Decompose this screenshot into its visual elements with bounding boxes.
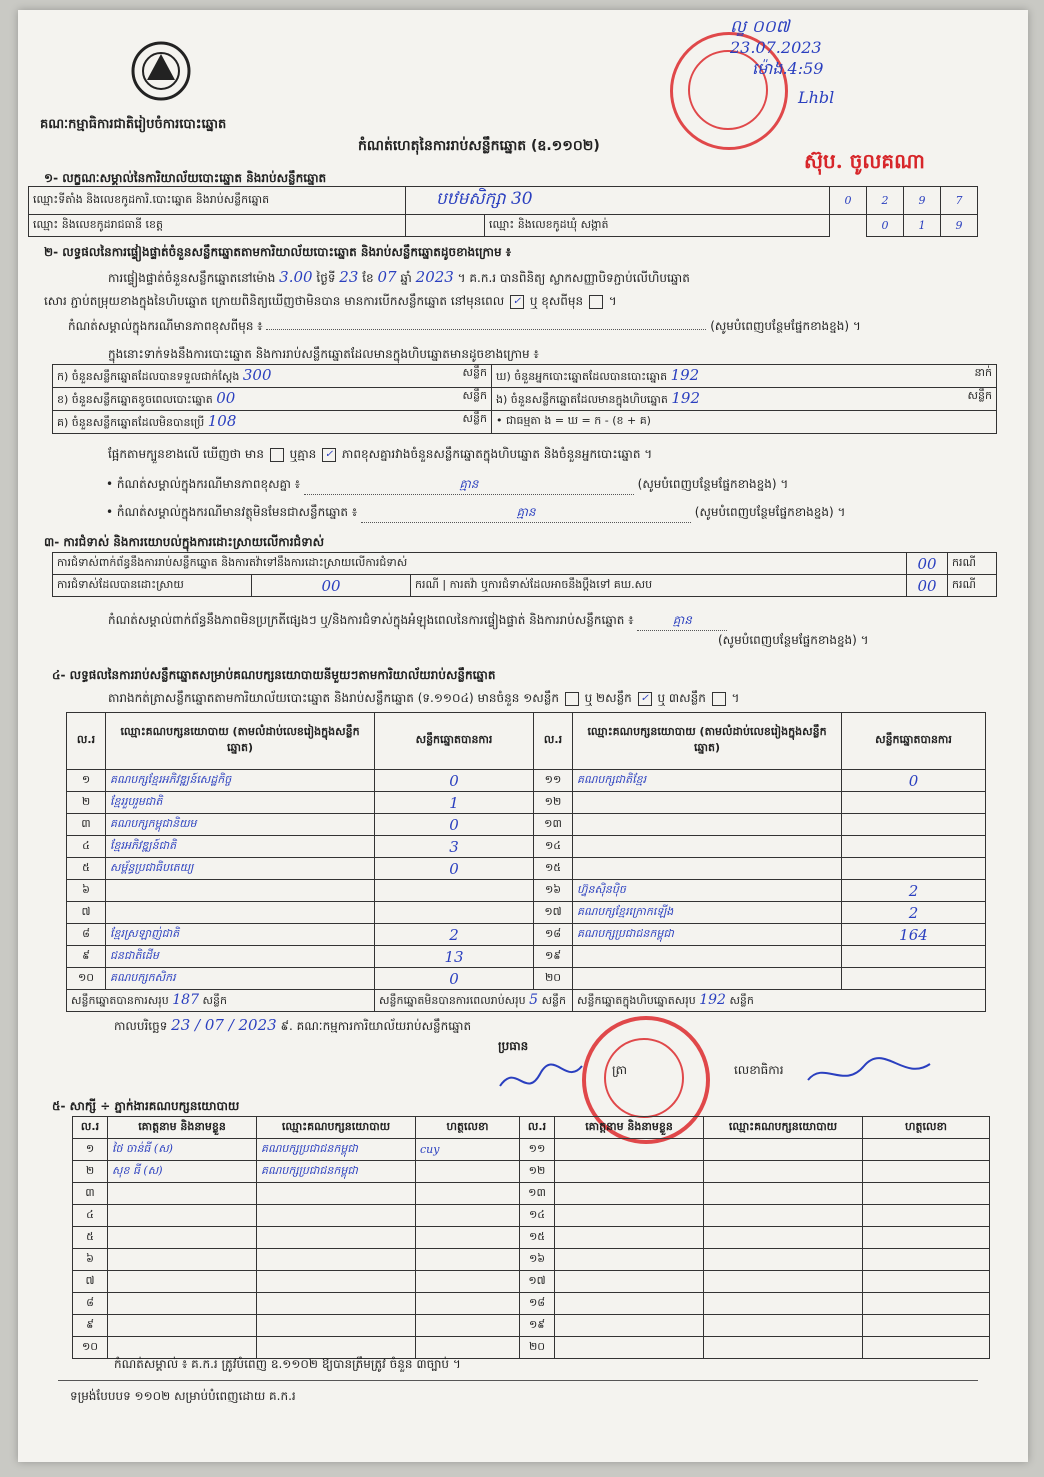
resolved-label: ការជំទាស់ដែលបានដោះស្រាយ xyxy=(53,575,252,597)
party-name: គណបក្សជាតិខ្មែរ xyxy=(573,770,842,792)
row-number: ១០ xyxy=(73,1337,108,1359)
station-label: ឈ្មោះទីតាំង និងលេខកូដការិ.បោះឆ្នោត និងរាប់សន្លឹកឆ្នោត xyxy=(29,187,406,215)
section-2-intro: ក្នុងនោះទាក់ទងនឹងការបោះឆ្នោត និងការរាប់សន្លឹកឆ្នោតដែលមានក្នុងហិបឆ្នោតមានដូចខាងក្រោម ៖ xyxy=(108,347,539,361)
count-formula: • ជាធម្មតា ង = ឃ = ក - (ខ + គ) xyxy=(492,411,997,434)
col-witness-name: គោត្តនាម និងនាមខ្លួន xyxy=(555,1117,704,1139)
row-number: ១៩ xyxy=(520,1315,555,1337)
row-number: ១៥ xyxy=(534,858,573,880)
witness-row xyxy=(73,1315,990,1337)
witness-name xyxy=(108,1227,257,1249)
witness-row xyxy=(73,1183,990,1205)
row-number: ២០ xyxy=(520,1337,555,1359)
discrepancy-line: ផ្អែកតាមក្បួនខាងលើ ឃើញថា មាន ឬគ្មាន ✓ ភាពខុសគ្នារវាងចំនួនសន្លឹកឆ្នោតក្នុងហិបឆ្នោត និងចំនួនអ្នកបោះឆ្នោត ។ xyxy=(108,447,653,461)
party-votes: 2 xyxy=(842,880,986,902)
party-name xyxy=(573,968,842,990)
witness-name xyxy=(108,1249,257,1271)
witness-party xyxy=(257,1205,416,1227)
col-witness-sign: ហត្ថលេខា xyxy=(416,1117,520,1139)
party-name xyxy=(573,858,842,880)
row-number: ១២ xyxy=(534,792,573,814)
section-5-title: ៥- សាក្សី ÷ ភ្នាក់ងារគណបក្សនយោបាយ xyxy=(52,1099,240,1113)
form-sheet xyxy=(18,10,1028,1462)
signing-date-line: កាលបរិច្ឆេទ 23 / 07 / 2023 ៩. គណៈកម្មការការិយាល័យរាប់សន្លឹកឆ្នោត xyxy=(114,1016,472,1034)
row-number: ១ xyxy=(73,1139,108,1161)
section-2-line2: សោរ ភ្ជាប់តម្រុយខាងក្នុងនៃហិបឆ្នោត ក្រោយពិនិត្យឃើញថាមិនបាន មានការបើកសន្លឹកឆ្នោត នៅមុនពេល ✓ ឬ ខុសពីមុន ។ xyxy=(44,294,617,308)
row-number: ៧ xyxy=(67,902,106,924)
party-name: គណបក្សប្រជាជនកម្ពុជា xyxy=(573,924,842,946)
code-digit: 2 xyxy=(867,187,904,215)
col-no: ល.រ xyxy=(73,1117,108,1139)
witness-name xyxy=(555,1337,704,1359)
party-name: ហ្វ៊ុនស៊ិនប៉ិច xyxy=(573,880,842,902)
count-month: 07 xyxy=(377,268,397,286)
result-row xyxy=(67,770,986,792)
col-witness-name: គោត្តនាម និងនាមខ្លួន xyxy=(108,1117,257,1139)
spoilt-ballots-value: 00 xyxy=(216,389,236,407)
complaints-value: 00 xyxy=(907,553,948,575)
witness-signature xyxy=(416,1315,520,1337)
party-name xyxy=(573,946,842,968)
witness-party xyxy=(704,1315,863,1337)
party-votes xyxy=(842,814,986,836)
witness-party xyxy=(257,1315,416,1337)
witness-signature xyxy=(863,1315,990,1337)
row-number: ១ xyxy=(67,770,106,792)
three-pages-checkbox xyxy=(712,692,726,706)
witness-row xyxy=(73,1249,990,1271)
witness-name: ថៃ ចាន់ធី (ស) xyxy=(108,1139,257,1161)
row-number: ១១ xyxy=(534,770,573,792)
signing-date-value: 23 / 07 / 2023 xyxy=(171,1016,277,1034)
witness-name xyxy=(555,1139,704,1161)
section-2-line1: ការផ្ទៀងផ្ទាត់ចំនួនសន្លឹកឆ្នោតនៅម៉ោង 3.00 ថ្ងៃទី 23 ខែ 07 ឆ្នាំ 2023 ។ គ.ក.រ បានពិនិត្យ ស្លាកសញ្ញាបិទភ្ជាប់លើហិបឆ្នោត xyxy=(108,268,690,286)
row-number: ៣ xyxy=(67,814,106,836)
party-votes xyxy=(842,858,986,880)
party-votes: 3 xyxy=(375,836,534,858)
page-title: កំណត់ហេតុនៃការរាប់សន្លឹកឆ្នោត (ឧ.១១០២) xyxy=(358,138,600,154)
nec-emblem-icon xyxy=(130,40,192,102)
witness-row xyxy=(73,1293,990,1315)
party-votes: 0 xyxy=(375,858,534,880)
count-year: 2023 xyxy=(415,268,454,286)
secretary-label: លេខាធិការ xyxy=(734,1063,784,1077)
party-votes: 0 xyxy=(375,968,534,990)
witness-signature xyxy=(863,1161,990,1183)
party-name: គណបក្សខ្មែរអភិវឌ្ឍន៍សេដ្ឋកិច្ច xyxy=(106,770,375,792)
witness-row xyxy=(73,1139,990,1161)
witness-party xyxy=(704,1249,863,1271)
section-1-title: ១- លក្ខណៈសម្គាល់នៃការិយាល័យបោះឆ្នោត និងរាប់សន្លឹកឆ្នោត xyxy=(44,171,327,185)
witness-party xyxy=(704,1337,863,1359)
witness-party xyxy=(257,1271,416,1293)
unit-label: ករណី xyxy=(948,575,997,597)
party-votes: 0 xyxy=(842,770,986,792)
row-number: ១១ xyxy=(520,1139,555,1161)
party-name xyxy=(573,792,842,814)
col-witness-party: ឈ្មោះគណបក្សនយោបាយ xyxy=(257,1117,416,1139)
witness-signature xyxy=(863,1205,990,1227)
one-page-checkbox xyxy=(565,692,579,706)
result-row xyxy=(67,836,986,858)
witness-party xyxy=(257,1293,416,1315)
section-1-table xyxy=(28,186,978,237)
party-votes: 2 xyxy=(842,902,986,924)
unit-label: ករណី xyxy=(948,553,997,575)
row-number: ១២ xyxy=(520,1161,555,1183)
party-votes xyxy=(375,880,534,902)
witness-signature xyxy=(863,1183,990,1205)
witness-signature xyxy=(416,1227,520,1249)
footer-divider xyxy=(58,1380,978,1381)
ballots-in-box-value: 192 xyxy=(671,389,701,407)
witness-name xyxy=(108,1271,257,1293)
witness-row xyxy=(73,1271,990,1293)
party-name: ខ្មែរស្រឡាញ់ជាតិ xyxy=(106,924,375,946)
col-votes: សន្លឹកឆ្នោតបានការ xyxy=(375,713,534,770)
village-label: ឈ្មោះ និងលេខកូដឃុំ សង្កាត់ xyxy=(485,215,830,237)
footnote: កំណត់សម្គាល់ ៖ គ.ក.រ ត្រូវបំពេញ ឧ.១១០២ ឱ្យបានត្រឹមត្រូវ ចំនួន ៣ច្បាប់ ។ xyxy=(114,1357,461,1371)
party-votes xyxy=(842,836,986,858)
section-3-note: កំណត់សម្គាល់ពាក់ព័ន្ធនឹងភាពមិនប្រក្រតីផ្សេងៗ ឬ/និងការជំទាស់ក្នុងអំឡុងពេលនៃការផ្ទៀងផ្ទាត់ និងការរាប់សន្លឹកឆ្នោត ៖ គ្មាន xyxy=(108,612,727,631)
code-digit: 0 xyxy=(830,187,867,215)
witness-name xyxy=(555,1227,704,1249)
witness-party xyxy=(704,1205,863,1227)
receipt-initials: Lhbl xyxy=(798,88,835,107)
official-stamp-inner-icon xyxy=(604,1038,684,1118)
party-name: ខ្មែរអភិវឌ្ឍន៍ជាតិ xyxy=(106,836,375,858)
party-votes: 1 xyxy=(375,792,534,814)
total-inbox-value: 192 xyxy=(699,991,726,1008)
seal-intact-checkbox: ✓ xyxy=(510,295,524,309)
witness-name xyxy=(555,1315,704,1337)
row-number: ៧ xyxy=(73,1271,108,1293)
witness-signature xyxy=(416,1271,520,1293)
row-number: ១៣ xyxy=(534,814,573,836)
witness-name xyxy=(108,1315,257,1337)
party-votes: 13 xyxy=(375,946,534,968)
code-digit: 9 xyxy=(904,187,941,215)
party-name: គណបក្សកម្ពុជានិយម xyxy=(106,814,375,836)
witness-party xyxy=(704,1271,863,1293)
resolved-value: 00 xyxy=(252,575,411,597)
row-number: ៤ xyxy=(67,836,106,858)
witness-row xyxy=(73,1227,990,1249)
receipt-number: ល្ខ ០០៧ xyxy=(730,17,790,37)
party-votes xyxy=(842,792,986,814)
witness-name xyxy=(555,1271,704,1293)
col-no: ល.រ xyxy=(534,713,573,770)
witness-signature xyxy=(416,1249,520,1271)
party-name xyxy=(573,836,842,858)
row-number: ១៩ xyxy=(534,946,573,968)
party-name: គណបក្សខ្មែរក្រោកឡើង xyxy=(573,902,842,924)
party-name: សម្ព័ន្ធប្រជាធិបតេយ្យ xyxy=(106,858,375,880)
party-votes: 164 xyxy=(842,924,986,946)
row-number: ២ xyxy=(67,792,106,814)
section-2-note: កំណត់សម្គាល់ក្នុងករណីមានភាពខុសពីមុន ៖ (សូមបំពេញបន្ថែមផ្នែកខាងខ្នង) ។ xyxy=(68,319,861,333)
row-number: ៤ xyxy=(73,1205,108,1227)
witness-party: គណបក្សប្រជាជនកម្ពុជា xyxy=(257,1139,416,1161)
section-2-title: ២- លទ្ធផលនៃការផ្ទៀងផ្ទាត់ចំនួនសន្លឹកឆ្នោតតាមការិយាល័យបោះឆ្នោត និងរាប់សន្លឹកឆ្នោតដូចខាងក្រោម ៖ xyxy=(44,245,512,259)
witness-party xyxy=(257,1183,416,1205)
witness-party: គណបក្សប្រជាជនកម្ពុជា xyxy=(257,1161,416,1183)
result-row xyxy=(67,880,986,902)
row-number: ៥ xyxy=(67,858,106,880)
witness-signature xyxy=(416,1183,520,1205)
party-name: ខ្មែររួបរួមជាតិ xyxy=(106,792,375,814)
committee-name: គណៈកម្មាធិការជាតិរៀបចំការបោះឆ្នោត xyxy=(40,117,227,132)
voters-value: 192 xyxy=(670,366,700,384)
party-votes: 0 xyxy=(375,770,534,792)
witness-name xyxy=(108,1205,257,1227)
row-number: ២ xyxy=(73,1161,108,1183)
party-votes xyxy=(375,902,534,924)
result-row xyxy=(67,858,986,880)
result-row xyxy=(67,946,986,968)
seal-broken-checkbox xyxy=(589,295,603,309)
row-number: ៦ xyxy=(67,880,106,902)
total-valid-value: 187 xyxy=(172,991,199,1008)
code-digit: 0 xyxy=(867,215,904,237)
discrepancy-none-checkbox: ✓ xyxy=(322,448,336,462)
row-number: ៩ xyxy=(73,1315,108,1337)
row-number: ៣ xyxy=(73,1183,108,1205)
row-number: ១៦ xyxy=(520,1249,555,1271)
row-number: ៦ xyxy=(73,1249,108,1271)
witness-party xyxy=(704,1183,863,1205)
witness-party xyxy=(704,1293,863,1315)
witness-name xyxy=(555,1205,704,1227)
row-number: ៥ xyxy=(73,1227,108,1249)
witness-row xyxy=(73,1161,990,1183)
witness-party xyxy=(257,1227,416,1249)
result-row xyxy=(67,814,986,836)
received-stamp-text: ស៊ុប. ចូលគណា xyxy=(804,149,925,173)
party-votes: 2 xyxy=(375,924,534,946)
witness-signature xyxy=(416,1161,520,1183)
row-number: ១៧ xyxy=(520,1271,555,1293)
section-4-intro: តារាងកត់ត្រាសន្លឹកឆ្នោតតាមការិយាល័យបោះឆ្នោត និងរាប់សន្លឹកឆ្នោត (ទ.១១០៤) មានចំនួន ១សន្លឹក ឬ ២សន្លឹក ✓ ឬ ៣សន្លឹក ។ xyxy=(108,691,740,705)
witness-signature xyxy=(863,1139,990,1161)
receipt-date: 23.07.2023 xyxy=(730,38,822,57)
note-discrepancy: • កំណត់សម្គាល់ក្នុងករណីមានភាពខុសគ្នា ៖ គ្មាន (សូមបំពេញបន្ថែមផ្នែកខាងខ្នង) ។ xyxy=(106,476,788,495)
witness-signature xyxy=(416,1205,520,1227)
party-name xyxy=(106,880,375,902)
row-number: ១៤ xyxy=(534,836,573,858)
party-votes xyxy=(842,946,986,968)
row-number: ១៦ xyxy=(534,880,573,902)
col-party: ឈ្មោះគណបក្សនយោបាយ (តាមលំដាប់លេខរៀងក្នុងសន្លឹកឆ្នោត) xyxy=(106,713,375,770)
col-votes: សន្លឹកឆ្នោតបានការ xyxy=(842,713,986,770)
stamp-label: ត្រា xyxy=(612,1063,627,1077)
result-row xyxy=(67,968,986,990)
forwarded-value: 00 xyxy=(907,575,948,597)
witness-name xyxy=(108,1293,257,1315)
note-irregular: • កំណត់សម្គាល់ក្នុងករណីមានវត្ថុមិនមែនជាសន្លឹកឆ្នោត ៖ គ្មាន (សូមបំពេញបន្ថែមផ្នែកខាងខ្នង) ។ xyxy=(106,504,845,523)
complaints-label: ការជំទាស់ពាក់ព័ន្ធនឹងការរាប់សន្លឹកឆ្នោត និងការតវ៉ាទៅនឹងការដោះស្រាយលើការជំទាស់ xyxy=(53,553,907,575)
count-time: 3.00 xyxy=(279,268,313,286)
row-number: ១៧ xyxy=(534,902,573,924)
chief-label: ប្រធាន xyxy=(498,1039,529,1053)
row-number: ១៣ xyxy=(520,1183,555,1205)
row-number: ៩ xyxy=(67,946,106,968)
complaints-table: ការជំទាស់ពាក់ព័ន្ធនឹងការរាប់សន្លឹកឆ្នោត និងការតវ៉ាទៅនឹងការដោះស្រាយលើការជំទាស់ 00 ករណី ការជំទាស់ដែលបានដោះស្រាយ 00 ករណី | ការតវ៉ា ឬការជំទាស់ដែលអាចនឹងប្តឹងទៅ គឃ.សប 00 ករណី xyxy=(52,552,997,597)
witness-name xyxy=(555,1161,704,1183)
party-name xyxy=(106,902,375,924)
unused-ballots-value: 108 xyxy=(207,412,237,430)
row-number: ១៤ xyxy=(520,1205,555,1227)
witness-signature xyxy=(416,1293,520,1315)
code-digit: 7 xyxy=(941,187,978,215)
witness-party xyxy=(257,1249,416,1271)
chief-signature-icon xyxy=(496,1056,586,1106)
witness-name xyxy=(108,1183,257,1205)
row-number: ១៥ xyxy=(520,1227,555,1249)
witness-name xyxy=(555,1293,704,1315)
result-row xyxy=(67,902,986,924)
witness-signature: cuy xyxy=(416,1139,520,1161)
ballot-count-table: ក) ចំនួនសន្លឹកឆ្នោតដែលបានទទួលជាក់ស្តែង 300 សន្លឹក ឃ) ចំនួនអ្នកបោះឆ្នោតដែលបានបោះឆ្នោត 192 នាក់ ខ) ចំនួនសន្លឹកឆ្នោតខូចពេលបោះឆ្នោត 00 សន្លឹក ង) ចំនួនសន្លឹកឆ្នោតដែលមានក្នុងហិបឆ្នោត 192 សន្លឹក គ) ចំនួនសន្លឹកឆ្នោតដែលមិនបានប្រើ 108 សន្លឹក • ជាធម្មតា ង = ឃ = ក - (ខ + គ) xyxy=(52,364,997,434)
witness-signature xyxy=(863,1249,990,1271)
col-no: ល.រ xyxy=(67,713,106,770)
witness-name xyxy=(555,1183,704,1205)
witness-row xyxy=(73,1205,990,1227)
result-row xyxy=(67,792,986,814)
col-no: ល.រ xyxy=(520,1117,555,1139)
witness-signature xyxy=(863,1227,990,1249)
witness-party xyxy=(704,1161,863,1183)
witness-signature xyxy=(863,1271,990,1293)
party-name: គណបក្សកសិករ xyxy=(106,968,375,990)
station-value: បឋមសិក្សា 30 xyxy=(406,187,830,215)
section-3-title: ៣- ការជំទាស់ និងការយោបល់ក្នុងការដោះស្រាយលើការជំទាស់ xyxy=(44,535,324,549)
row-number: ២០ xyxy=(534,968,573,990)
section-4-title: ៤- លទ្ធផលនៃការរាប់សន្លឹកឆ្នោតសម្រាប់គណបក្សនយោបាយនីមួយៗតាមការិយាល័យរាប់សន្លឹកឆ្នោត xyxy=(52,668,496,682)
secretary-signature-icon xyxy=(804,1050,934,1094)
row-number: ១០ xyxy=(67,968,106,990)
witness-name: សុខ ធី (ស) xyxy=(108,1161,257,1183)
witness-name xyxy=(555,1249,704,1271)
note-irregular-value: គ្មាន xyxy=(361,504,691,523)
row-number: ១៨ xyxy=(534,924,573,946)
two-pages-checkbox: ✓ xyxy=(638,692,652,706)
count-day: 23 xyxy=(339,268,359,286)
witness-party xyxy=(704,1139,863,1161)
row-number: ៨ xyxy=(73,1293,108,1315)
party-results-table: ល.រ ឈ្មោះគណបក្សនយោបាយ (តាមលំដាប់លេខរៀងក្នុងសន្លឹកឆ្នោត) សន្លឹកឆ្នោតបានការ ល.រ ឈ្មោះគណបក្សនយោបាយ (តាមលំដាប់លេខរៀងក្នុងសន្លឹកឆ្នោត) សន្លឹកឆ្នោតបានការ ១ គណបក្សខ្មែរអភិវឌ្ឍន៍សេដ្ឋកិច្ច 0 ១១ គណបក្សជាតិខ្មែរ 0 ២ ខ្មែររួបរួមជាតិ 1 ១២ ៣ គណបក្សកម្ពុជានិយម 0 ១៣ ៤ ខ្មែរអភិវឌ្ឍន៍ជាតិ 3 ១៤ ៥ សម្ព័ន្ធប្រជាធិបតេយ្យ 0 ១៥ ៦ ១៦ ហ្វ៊ុនស៊ិនប៉ិច 2 ៧ ១៧ គណបក្សខ្មែរក្រោកឡើង 2 ៨ ខ្មែរស្រឡាញ់ជាតិ 2 ១៨ គណបក្សប្រជាជនកម្ពុជា 164 ៩ ជនជាតិដើម 13 ១៩ ១០ គណបក្សកសិករ 0 ២០ សន្លឹកឆ្នោតបានការសរុប 187 សន្លឹក សន្លឹកឆ្នោតមិនបានការពេលរាប់សរុប 5 សន្លឹក សន្លឹកឆ្នោតក្នុងហិបឆ្នោតសរុប 192 សន្លឹក xyxy=(66,712,986,1012)
result-row xyxy=(67,924,986,946)
witness-signature xyxy=(863,1337,990,1359)
party-name xyxy=(573,814,842,836)
party-name: ជនជាតិដើម xyxy=(106,946,375,968)
witness-party xyxy=(704,1227,863,1249)
witness-signature xyxy=(863,1293,990,1315)
party-votes: 0 xyxy=(375,814,534,836)
section-3-note-value: គ្មាន xyxy=(637,612,727,631)
commune-label: ឈ្មោះ និងលេខកូដរាជធានី ខេត្ត xyxy=(29,215,406,237)
note-discrepancy-value: គ្មាន xyxy=(304,476,634,495)
code-digit: 1 xyxy=(904,215,941,237)
code-digit: 9 xyxy=(941,215,978,237)
col-party: ឈ្មោះគណបក្សនយោបាយ (តាមលំដាប់លេខរៀងក្នុងសន្លឹកឆ្នោត) xyxy=(573,713,842,770)
col-witness-sign: ហត្ថលេខា xyxy=(863,1117,990,1139)
party-votes xyxy=(842,968,986,990)
total-invalid-value: 5 xyxy=(529,991,539,1008)
discrepancy-yes-checkbox xyxy=(270,448,284,462)
form-footer: ទម្រង់បែបបទ ១១០២ សម្រាប់បំពេញដោយ គ.ក.រ xyxy=(70,1389,296,1403)
row-number: ១៨ xyxy=(520,1293,555,1315)
row-number: ៨ xyxy=(67,924,106,946)
receipt-time: ម៉ោង.4:59 xyxy=(752,59,824,78)
ballots-received-value: 300 xyxy=(242,366,272,384)
col-witness-party: ឈ្មោះគណបក្សនយោបាយ xyxy=(704,1117,863,1139)
section-3-note-suffix: (សូមបំពេញបន្ថែមផ្នែកខាងខ្នង) ។ xyxy=(718,633,869,647)
witness-table xyxy=(72,1116,990,1359)
